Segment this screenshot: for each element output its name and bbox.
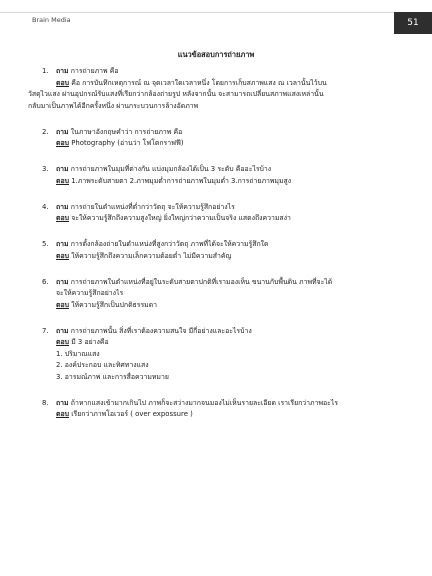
question-text: ถาม การถ่ายภาพในตำแหน่งที่อยู่ในระดับสายตาปกติที่เรามองเห็น ขนานกับพื้นดิน ภาพที่จะได้ [56, 277, 333, 286]
answer-text: ตอบ Photography (อ่านว่า โฟโตกราฟฟี) [56, 139, 184, 147]
answer-text: ตอบ 1.ภาพระดับสายตา 2.ภาพมุมต่ำการถ่ายภาพในมุมต่ำ 3.การถ่ายภาพมุมสูง [56, 176, 292, 185]
question-number: 8. [42, 398, 49, 407]
answer-text: ตอบ ให้ความรู้สึกถึงความเล็กความต้อยต่ำ ไม่มีความสำคัญ [56, 251, 232, 260]
question-5 [42, 239, 406, 262]
answer-text: ตอบ เรียกว่าภาพโอเวอร์ ( over expossure ) [56, 410, 193, 418]
list-item: 3. อารมณ์ภาพ และการสื่อความหมาย [56, 372, 169, 381]
question-4 [42, 202, 406, 225]
question-7 [42, 326, 406, 384]
question-text: ถาม ในภาษาอังกฤษคำว่า การถ่ายภาพ คือ [56, 127, 183, 136]
question-text-cont: จะให้ความรู้สึกอย่างไร [56, 289, 124, 297]
answer-text-cont: วัสดุไวแสง ผ่านอุปกรณ์รับแสงที่เรียกว่ากล้องถ่ายรูป หลังจากนั้น จะสามารถเปลี่ยนสภาพแสงเหล่านั้น [28, 90, 324, 98]
question-8 [42, 398, 406, 421]
answer-text: ตอบ คือ การบันทึกเหตุการณ์ ณ จุดเวลาใดเวลาหนึ่ง โดยการเก็บสภาพแสง ณ เวลานั้นไว้บน [56, 78, 327, 87]
question-2 [42, 127, 406, 150]
question-text: ถาม การถ่ายภาพในมุมที่ต่างกัน แบ่งมุมกล้องได้เป็น 3 ระดับ คืออะไรบ้าง [56, 165, 272, 173]
answer-text-cont: กลับมาเป็นภาพได้อีกครั้งหนึ่ง ผ่านกระบวนการล้างอัดภาพ [28, 101, 199, 110]
list-item: 1. ปริมาณแสง [56, 349, 100, 358]
list-item: 2. องค์ประกอบ และทิศทางแสง [56, 361, 149, 369]
question-1 [28, 66, 406, 112]
question-3 [42, 164, 406, 187]
answer-text: ตอบ ให้ความรู้สึกเป็นปกติธรรมดา [56, 300, 158, 309]
question-number: 4. [42, 202, 49, 211]
question-text: ถาม การถ่ายภาพนั้น สิ่งที่เราต้องความสนใจ มีกี่อย่างและอะไรบ้าง [56, 326, 252, 335]
qa-list [28, 66, 406, 435]
answer-list [56, 349, 406, 384]
question-text: ถาม การถ่ายในตำแหน่งที่ต่ำกว่าวัตถุ จะให้ความรู้สึกอย่างไร [56, 202, 235, 211]
question-number: 6. [42, 277, 49, 286]
question-number: 3. [42, 165, 49, 173]
question-number: 2. [42, 127, 49, 136]
page-number: 51 [394, 12, 432, 34]
answer-text: ตอบ มี 3 อย่างคือ [56, 338, 109, 346]
question-text: ถาม การถ่ายภาพ คือ [56, 67, 119, 75]
answer-text: ตอบ จะให้ความรู้สึกถึงความสูงใหญ่ ยิ่งใหญ่กว่าความเป็นจริง แสดงถึงความสง่า [56, 214, 291, 222]
question-number: 5. [42, 240, 49, 248]
question-text: ถาม ถ้าหากแสงเข้ามากเกินไป ภาพก็จะสว่างมากจนมองไม่เห็นรายละเอียด เราเรียกว่าภาพอะไร [56, 398, 339, 407]
page-title: แนวข้อสอบการถ่ายภาพ [177, 50, 255, 59]
brand-name: Brain Media [32, 16, 71, 24]
question-6 [42, 277, 406, 312]
question-number: 7. [42, 326, 49, 335]
question-number: 1. [42, 67, 49, 75]
question-text: ถาม การตั้งกล้องถ่ายในตำแหน่งที่สูงกว่าวัตถุ ภาพที่ได้จะให้ความรู้สึกใด [56, 240, 269, 248]
